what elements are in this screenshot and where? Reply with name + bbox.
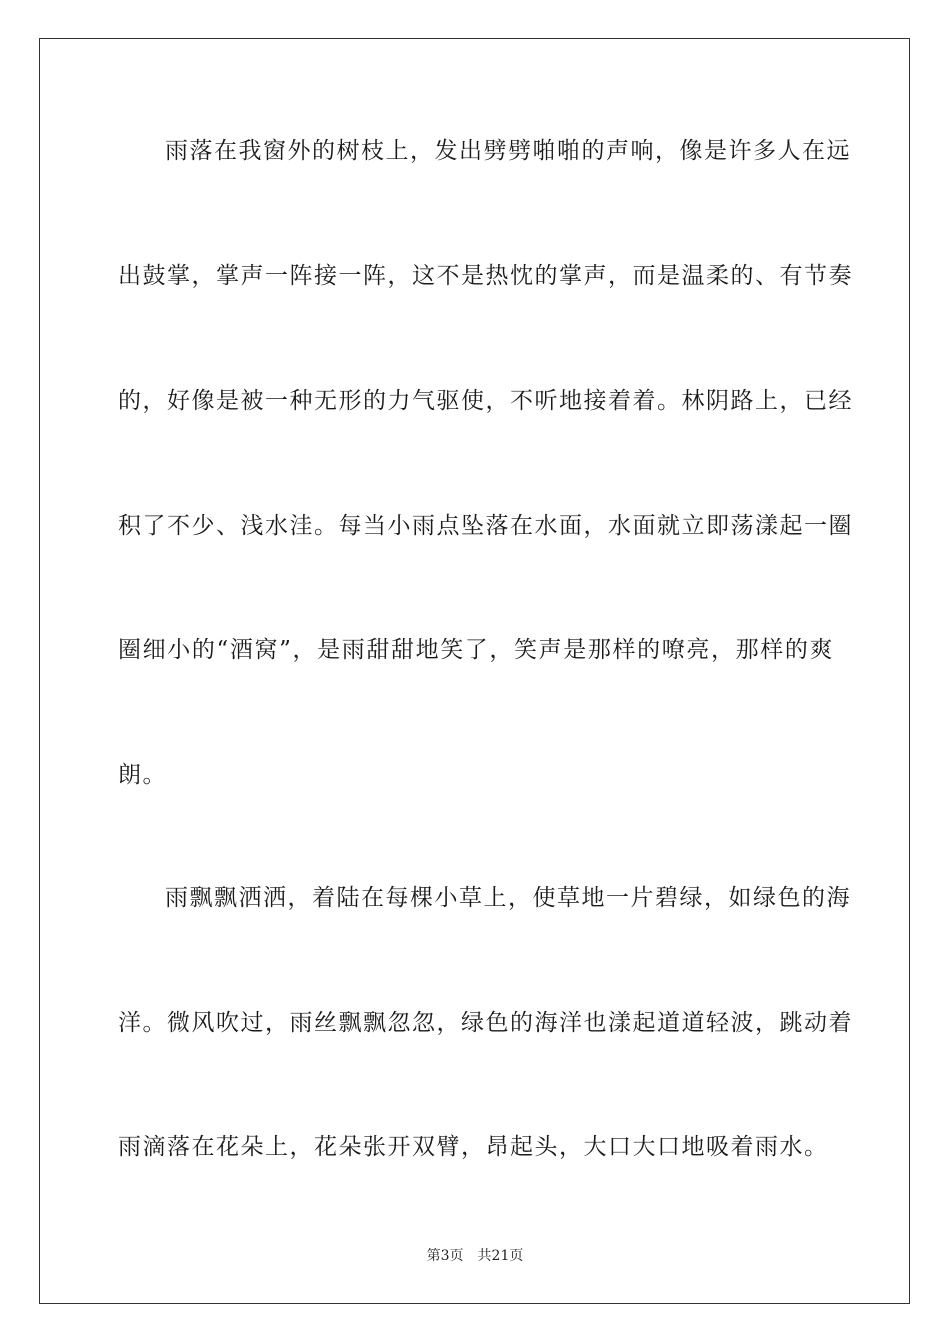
page-total: 共21页	[477, 1248, 524, 1264]
text-line: 圈细小的“酒窝”，是雨甜甜地笑了，笑声是那样的嘹亮，那样的爽	[118, 637, 834, 663]
text-line: 洋。微风吹过，雨丝飘飘忽忽，绿色的海洋也漾起道道轻波，跳动着	[118, 1010, 853, 1036]
text-line: 雨飘飘洒洒，着陆在每棵小草上，使草地一片碧绿，如绿色的海	[165, 885, 851, 911]
text-line: 雨落在我窗外的树枝上，发出劈劈啪啪的声响，像是许多人在远	[165, 138, 851, 164]
page-footer	[0, 1247, 950, 1265]
text-line: 出鼓掌，掌声一阵接一阵，这不是热忱的掌声，而是温柔的、有节奏	[118, 263, 853, 289]
text-line: 朗。	[118, 762, 167, 788]
page-number: 第3页	[426, 1248, 464, 1264]
text-line: 的，好像是被一种无形的力气驱使，不听地接着着。林阴路上，已经	[118, 388, 853, 414]
text-line: 雨滴落在花朵上，花朵张开双臂，昂起头，大口大口地吸着雨水。	[118, 1134, 829, 1160]
text-line: 积了不少、浅水洼。每当小雨点坠落在水面，水面就立即荡漾起一圈	[118, 513, 853, 539]
page-border	[39, 38, 910, 1304]
